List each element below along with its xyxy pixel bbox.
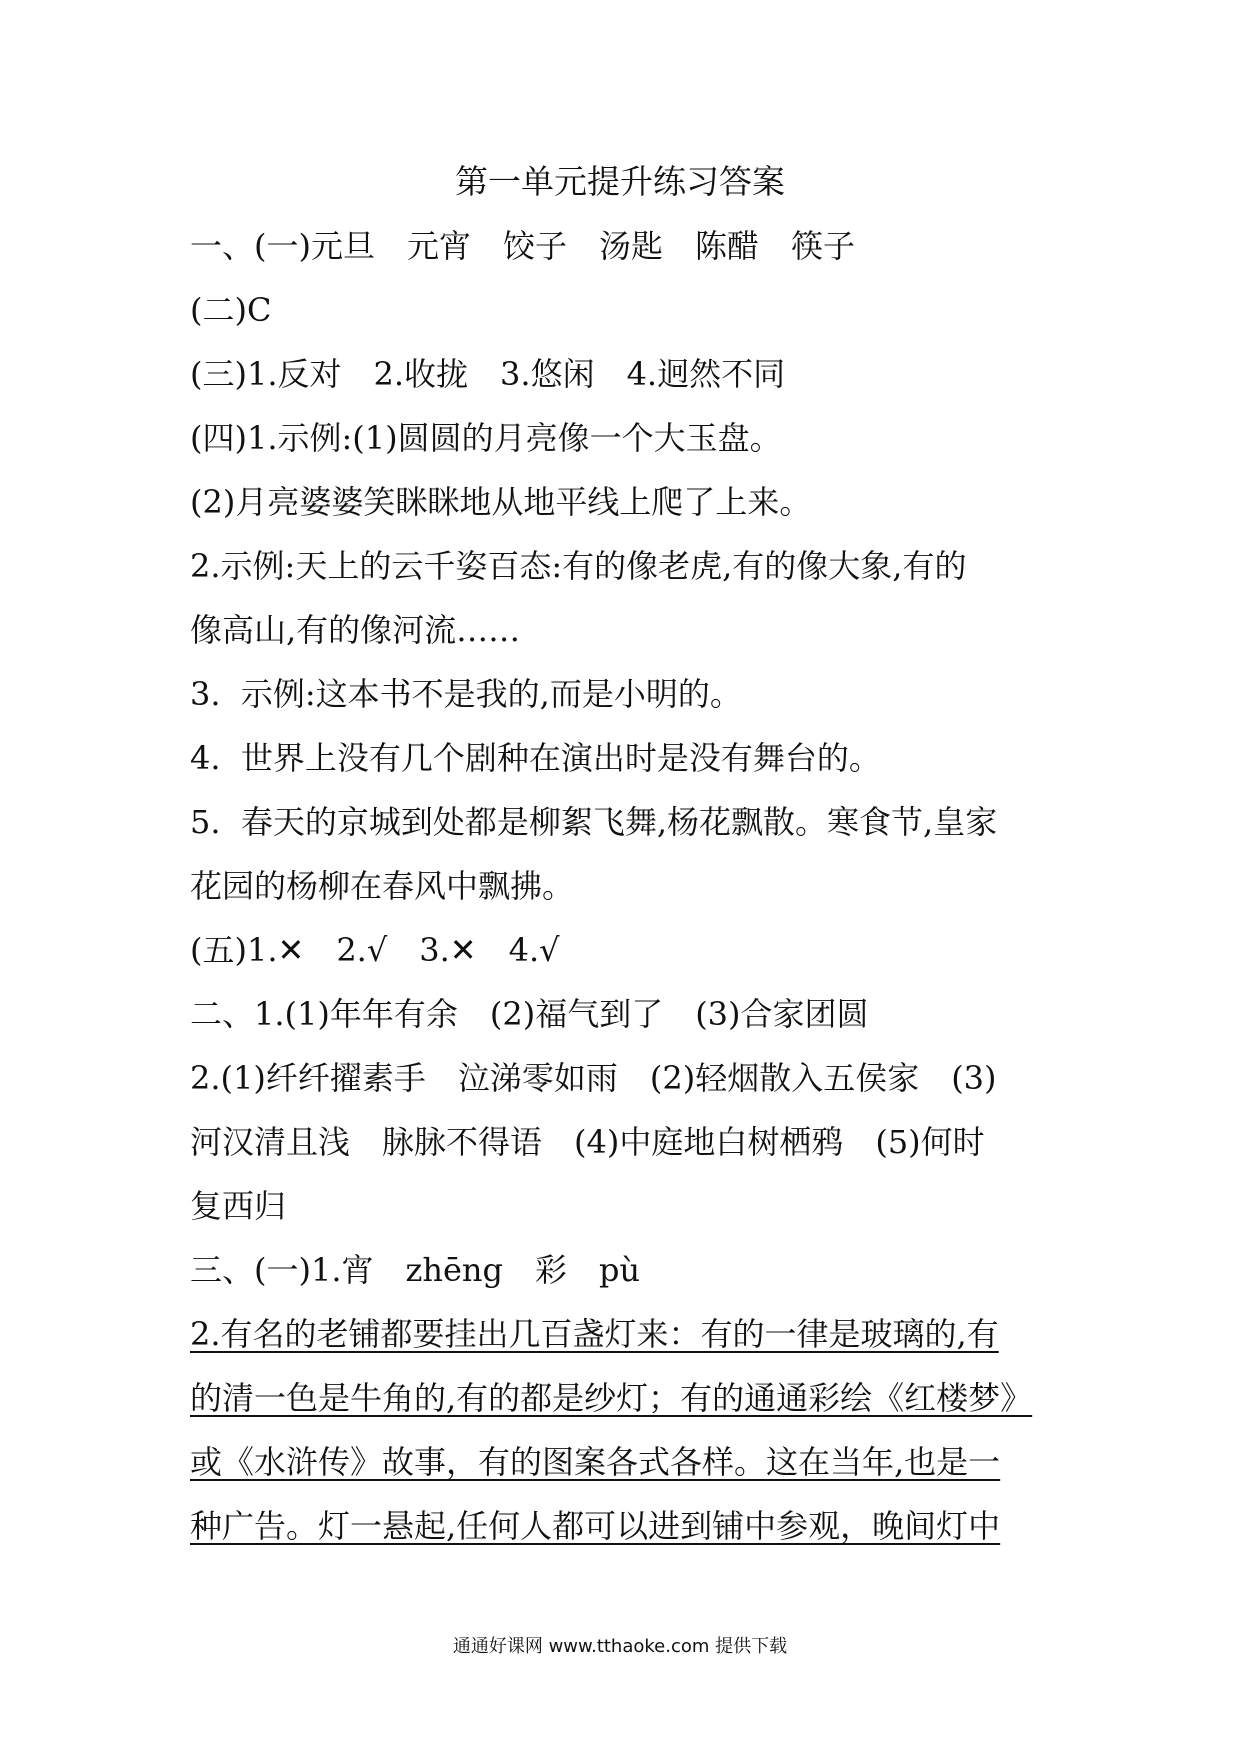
answer-line-13: 二、1.(1)年年有余 (2)福气到了 (3)合家团圆 xyxy=(190,995,869,1033)
underlined-passage-line-4: 种广告。灯一悬起,任何人都可以进到铺中参观，晚间灯中 xyxy=(190,1507,1001,1545)
page-title: 第一单元提升练习答案 xyxy=(455,162,785,201)
answer-line-10: 5. 春天的京城到处都是柳絮飞舞,杨花飘散。寒食节,皇家 xyxy=(190,803,998,841)
answer-line-8: 3. 示例:这本书不是我的,而是小明的。 xyxy=(190,675,742,713)
answer-line-3: (三)1.反对 2.收拢 3.悠闲 4.迥然不同 xyxy=(190,355,786,393)
underlined-passage-line-1: 2.有名的老铺都要挂出几百盏灯来：有的一律是玻璃的,有 xyxy=(190,1315,999,1353)
answer-line-4: (四)1.示例:(1)圆圆的月亮像一个大玉盘。 xyxy=(190,419,782,457)
answer-line-9: 4. 世界上没有几个剧种在演出时是没有舞台的。 xyxy=(190,739,881,777)
answer-line-17: 三、(一)1.宵 zhēng 彩 pù xyxy=(190,1251,641,1289)
answer-line-5: (2)月亮婆婆笑眯眯地从地平线上爬了上来。 xyxy=(190,483,812,521)
underlined-passage-line-2: 的清一色是牛角的,有的都是纱灯；有的通通彩绘《红楼梦》 xyxy=(190,1379,1033,1417)
answer-line-6: 2.示例:天上的云千姿百态:有的像老虎,有的像大象,有的 xyxy=(190,547,967,585)
answer-line-1: 一、(一)元旦 元宵 饺子 汤匙 陈醋 筷子 xyxy=(190,227,855,265)
footer-text: 通通好课网 www.tthaoke.com 提供下载 xyxy=(452,1636,788,1657)
answer-line-2: (二)C xyxy=(190,291,272,329)
underlined-passage-line-3: 或《水浒传》故事，有的图案各式各样。这在当年,也是一 xyxy=(190,1443,1001,1481)
answer-line-14: 2.(1)纤纤擢素手 泣涕零如雨 (2)轻烟散入五侯家 (3) xyxy=(190,1059,997,1097)
answer-line-15: 河汉清且浅 脉脉不得语 (4)中庭地白树栖鸦 (5)何时 xyxy=(190,1123,985,1161)
answer-line-7: 像高山,有的像河流…… xyxy=(190,611,521,649)
answer-line-16: 复西归 xyxy=(190,1187,287,1225)
answer-line-11: 花园的杨柳在春风中飘拂。 xyxy=(190,867,575,905)
answer-line-12: (五)1.✕ 2.√ 3.✕ 4.√ xyxy=(190,931,560,969)
